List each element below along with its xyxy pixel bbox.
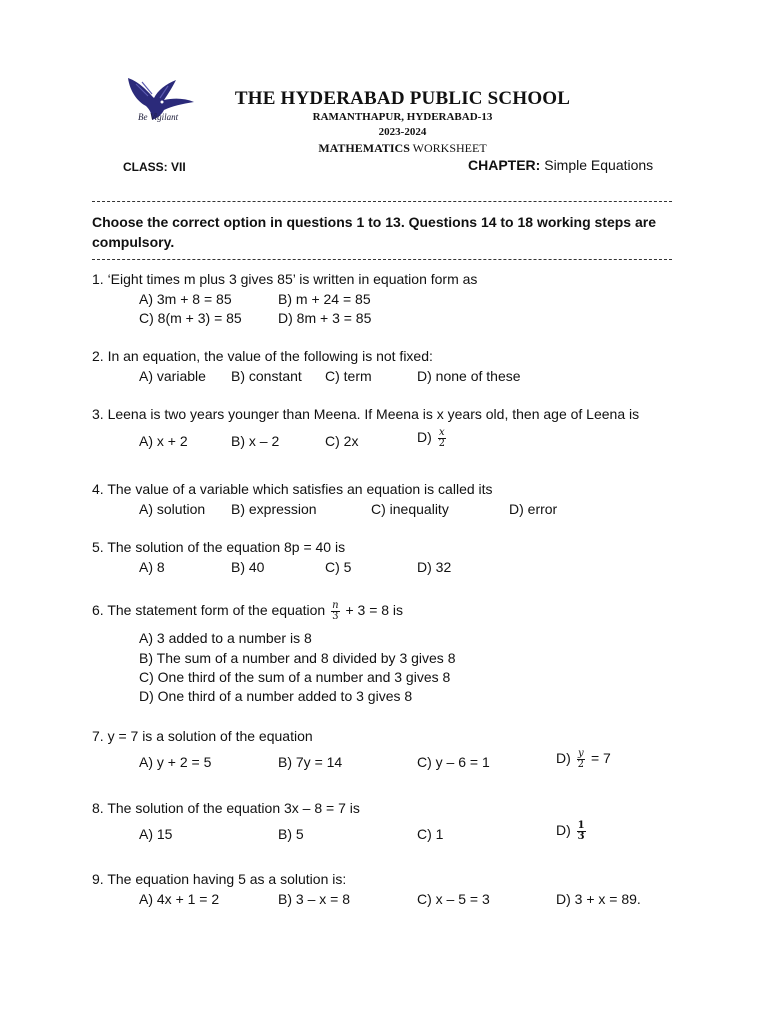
option-c: C) x – 5 = 3 (417, 891, 490, 907)
option-b: B) 5 (278, 826, 304, 842)
question-7-options (139, 748, 639, 777)
fraction (577, 749, 585, 770)
question-9-options (139, 890, 659, 909)
fraction-numerator: y (578, 748, 584, 759)
question-1-options-row-2 (139, 309, 399, 328)
option-c: C) 1 (417, 826, 444, 842)
question-5-options (139, 558, 479, 577)
question-2-options (139, 367, 559, 386)
chapter-label (468, 157, 653, 173)
fraction (577, 821, 586, 842)
question-1-options-row-1 (139, 290, 399, 309)
chapter-value: Simple Equations (544, 157, 654, 173)
option-a: A) 15 (139, 826, 173, 842)
worksheet-subject: MATHEMATICS (318, 141, 410, 155)
option-d-label: D) (556, 822, 571, 839)
school-name: THE HYDERABAD PUBLIC SCHOOL (234, 88, 571, 109)
option-b: B) m + 24 = 85 (278, 291, 371, 307)
fraction-numerator: 1 (577, 820, 585, 831)
chapter-key: CHAPTER: (468, 157, 541, 173)
option-a: A) 3 added to a number is 8 (139, 630, 312, 646)
option-a: A) 8 (139, 559, 165, 575)
option-d: D) 3 + x = 89. (556, 891, 641, 907)
fraction-denominator: 3 (577, 831, 585, 842)
question-6-text-after: + 3 = 8 is (345, 602, 404, 619)
question-9: 9. The equation having 5 as a solution is: (92, 871, 347, 887)
question-8-options (139, 820, 619, 849)
option-b: B) 3 – x = 8 (278, 891, 350, 907)
fraction-denominator: 2 (577, 759, 585, 770)
option-c: C) 8(m + 3) = 85 (139, 310, 242, 326)
option-c: C) inequality (371, 501, 449, 517)
school-motto: Be Vigilant (138, 112, 179, 122)
option-d-label: D) (417, 429, 432, 446)
question-4-options (139, 500, 579, 519)
question-6 (92, 601, 403, 622)
question-7: 7. y = 7 is a solution of the equation (92, 728, 313, 744)
question-5: 5. The solution of the equation 8p = 40 is (92, 539, 346, 555)
option-c: C) 5 (325, 559, 352, 575)
option-a: A) solution (139, 501, 206, 517)
option-a: A) y + 2 = 5 (139, 754, 212, 770)
fraction-denominator: 2 (438, 438, 446, 449)
option-a: A) 4x + 1 = 2 (139, 891, 220, 907)
option-d: D) One third of a number added to 3 gives 8 (139, 688, 413, 704)
option-b: B) constant (231, 368, 302, 384)
option-d (556, 749, 611, 770)
worksheet-title (0, 141, 768, 156)
fraction (438, 428, 446, 449)
option-c: C) 2x (325, 433, 359, 449)
academic-year: 2023-2024 (378, 126, 427, 138)
option-d: D) 32 (417, 559, 452, 575)
fraction-denominator: 3 (332, 611, 339, 622)
option-d (417, 428, 448, 449)
fraction-numerator: n (332, 600, 339, 611)
option-b: B) The sum of a number and 8 divided by 3 gives 8 (139, 650, 456, 666)
fraction-numerator: x (439, 427, 445, 438)
fraction (331, 601, 339, 622)
question-1: 1. ‘Eight times m plus 3 gives 85’ is written in equation form as (92, 271, 478, 287)
question-8: 8. The solution of the equation 3x – 8 = 7 is (92, 800, 360, 816)
question-6-text-before: 6. The statement form of the equation (92, 602, 326, 619)
option-c: C) term (325, 368, 372, 384)
option-d: D) none of these (417, 368, 521, 384)
question-3: 3. Leena is two years younger than Meena. If Meena is x years old, then age of Leena is (92, 406, 640, 422)
option-a: A) variable (139, 368, 206, 384)
divider-top (92, 201, 672, 202)
class-label: CLASS: VII (123, 160, 186, 174)
option-d: D) error (509, 501, 558, 517)
option-b: B) 7y = 14 (278, 754, 343, 770)
option-b: B) x – 2 (231, 433, 280, 449)
question-3-options (139, 427, 499, 456)
instructions: Choose the correct option in questions 1 to 13. Questions 14 to 18 working steps are compulsory. (92, 214, 657, 250)
worksheet-word: WORKSHEET (412, 141, 487, 155)
option-d (556, 821, 588, 842)
divider-bottom (92, 259, 672, 260)
option-d-rest: = 7 (590, 750, 611, 767)
option-c: C) One third of the sum of a number and 3 gives 8 (139, 669, 451, 685)
option-c: C) y – 6 = 1 (417, 754, 490, 770)
option-d: D) 8m + 3 = 85 (278, 310, 372, 326)
option-a: A) x + 2 (139, 433, 188, 449)
school-address: RAMANTHAPUR, HYDERABAD-13 (312, 111, 493, 123)
option-b: B) 40 (231, 559, 265, 575)
option-d-label: D) (556, 750, 571, 767)
question-4: 4. The value of a variable which satisfies an equation is called its (92, 481, 493, 497)
option-a: A) 3m + 8 = 85 (139, 291, 232, 307)
question-2: 2. In an equation, the value of the following is not fixed: (92, 348, 433, 364)
option-b: B) expression (231, 501, 317, 517)
